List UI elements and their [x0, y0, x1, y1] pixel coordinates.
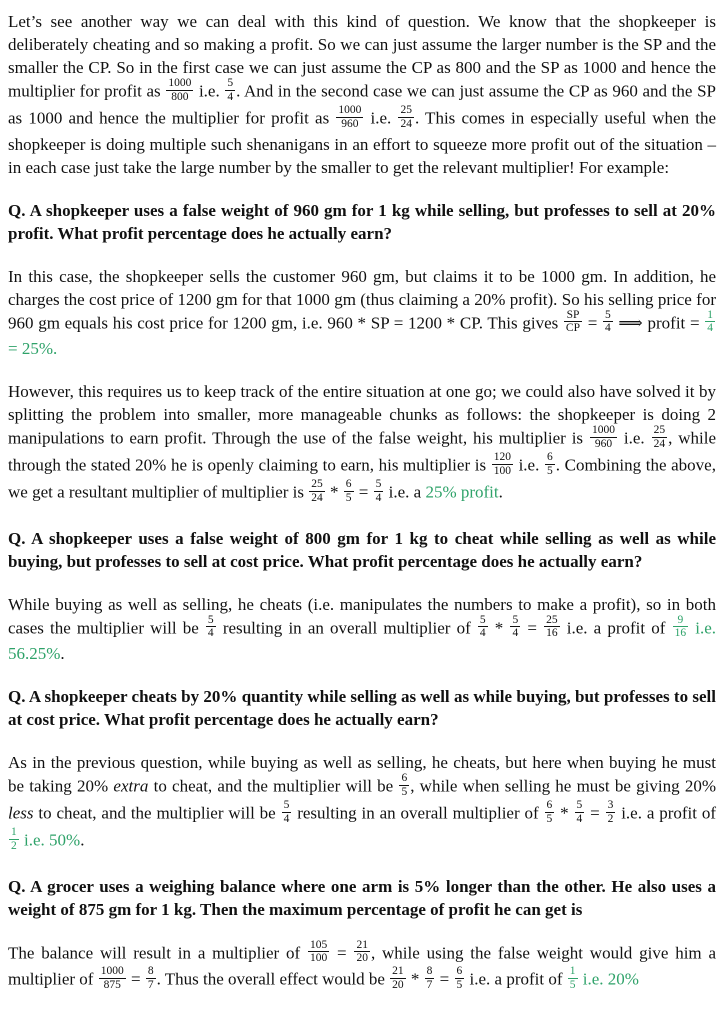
fraction-denominator: 2	[607, 812, 614, 825]
paragraph	[8, 751, 716, 854]
fraction	[455, 965, 465, 992]
fraction-denominator: 4	[707, 322, 713, 335]
fraction-denominator: 100	[493, 464, 511, 477]
fraction	[344, 478, 354, 505]
text-run: Q. A shopkeeper uses a false weight of 800 gm for 1 kg to cheat while selling as well as while buying, but professes to sell at cost price. What profit percentage does he actually earn?	[8, 528, 716, 571]
fraction-numerator: 5	[227, 77, 234, 89]
question-heading	[8, 199, 716, 245]
fraction-numerator: 5	[283, 799, 290, 811]
fraction-denominator: 875	[99, 978, 126, 992]
text-run: Q. A shopkeeper cheats by 20% quantity while selling as well as while buying, but professes to sell at cost price. What profit percentage does he actually earn?	[8, 687, 716, 730]
fraction	[399, 772, 409, 799]
fraction	[606, 799, 616, 826]
fraction	[544, 614, 560, 641]
fraction-denominator: CP	[565, 322, 580, 335]
text-run: =	[354, 482, 373, 502]
content-area	[8, 10, 716, 994]
fraction-numerator: 1	[569, 965, 576, 978]
fraction-numerator: SP	[566, 308, 580, 321]
text-run: As in the previous question, while buying as well as selling, he cheats, but here when buying he must be taking 20%	[8, 753, 716, 796]
text-run: 25% profit	[425, 482, 499, 502]
fraction-denominator: 5	[569, 979, 576, 992]
fraction-numerator: 25	[653, 424, 666, 437]
fraction-denominator: 4	[283, 812, 290, 825]
fraction-denominator: 5	[546, 812, 553, 825]
text-run: In this case, the shopkeeper sells the customer 960 gm, but claims it to be 1000 gm. In addition, he charges the cost price of 1200 gm for that 1000 gm (thus claiming a 20% profit). So his selling price for 960 gm equals his cost price for 1200 gm, i.e. 960 * SP = 1200 * CP. This gives	[8, 266, 716, 332]
fraction-denominator: 24	[311, 491, 323, 504]
fraction	[282, 799, 292, 826]
fraction	[575, 799, 585, 826]
fraction-denominator: 800	[166, 90, 193, 104]
fraction	[652, 424, 668, 451]
text-run: .	[80, 830, 85, 850]
text-run: i.e.	[194, 81, 225, 101]
fraction-numerator: 25	[311, 477, 323, 490]
fraction	[603, 309, 613, 336]
text-run: Q. A grocer uses a weighing balance where one arm is 5% longer than the other. He also uses a weight of 875 gm for 1 kg. Then the maximum percentage of profit he can get is	[8, 876, 716, 919]
fraction-denominator: 20	[392, 979, 404, 992]
text-run: =	[330, 942, 354, 962]
text-run: resulting in an overall multiplier of	[216, 617, 477, 637]
text-run: extra	[113, 776, 149, 796]
fraction-numerator: 105	[310, 938, 328, 951]
text-run: i.e. a profit of	[616, 803, 717, 823]
fraction-numerator: 5	[576, 799, 583, 811]
fraction-denominator: 960	[336, 117, 363, 131]
fraction	[309, 478, 325, 505]
paragraph	[8, 265, 716, 361]
fraction-numerator: 5	[512, 613, 519, 626]
text-run: =	[583, 312, 602, 332]
fraction-numerator: 120	[493, 451, 511, 463]
fraction	[146, 965, 156, 992]
fraction	[590, 424, 617, 451]
fraction	[308, 939, 329, 966]
question-heading	[8, 685, 716, 731]
fraction-denominator: 24	[400, 117, 412, 130]
text-run: *	[488, 617, 510, 637]
fraction-denominator: 7	[147, 979, 154, 992]
paragraph	[8, 10, 716, 179]
fraction	[398, 104, 414, 131]
text-run: . This comes in especially useful when the shopkeeper is doing multiple such shenanigans in an effort to squeeze more profit out of the situation – in each case just take the large number by the smaller to get the relevant multiplier! For example:	[8, 108, 716, 177]
text-run: i.e. a	[384, 482, 426, 502]
text-run: While buying as well as selling, he cheats (i.e. manipulates the numbers to make a profit), so in both cases the multiplier will be	[8, 594, 716, 637]
fraction-numerator: 25	[546, 613, 558, 626]
text-run: . Thus the overall effect would be	[156, 969, 390, 989]
fraction-numerator: 1	[11, 825, 17, 838]
fraction	[705, 309, 715, 336]
fraction-denominator: 20	[356, 952, 368, 965]
text-run: =	[435, 969, 454, 989]
text-run: i.e. a profit of	[560, 617, 672, 637]
fraction-numerator: 25	[400, 103, 412, 116]
text-run: . Combining the above, we get a resultant multiplier of multiplier is	[8, 455, 716, 502]
text-run: i.e. 50%	[19, 830, 81, 850]
fraction	[390, 965, 406, 992]
fraction-denominator: 24	[653, 438, 666, 451]
fraction-denominator: 5	[401, 786, 408, 799]
fraction-numerator: 5	[604, 308, 611, 321]
fraction	[336, 104, 363, 131]
fraction	[568, 965, 578, 992]
text-run: i.e. 20%	[578, 969, 639, 989]
fraction	[545, 451, 555, 478]
fraction-denominator: 5	[546, 464, 553, 477]
text-run: to cheat, and the multiplier will be	[148, 776, 399, 796]
text-run: i.e.	[364, 108, 398, 128]
fraction	[510, 614, 520, 641]
text-run: resulting in an overall multiplier of	[292, 803, 544, 823]
fraction	[99, 965, 126, 992]
fraction-denominator: 16	[546, 627, 558, 640]
fraction-denominator: 4	[375, 491, 382, 504]
fraction	[206, 614, 216, 641]
text-run: , while through the stated 20% he is openly claiming to earn, his multiplier is	[8, 428, 716, 475]
text-run: .	[60, 644, 65, 664]
text-run: .	[498, 482, 503, 502]
fraction-denominator: 960	[590, 437, 617, 451]
fraction-numerator: 3	[607, 799, 614, 811]
fraction-numerator: 5	[207, 613, 214, 626]
text-run: i.e. 56.25%	[8, 617, 716, 664]
text-run: *	[555, 803, 574, 823]
fraction-denominator: 16	[674, 627, 687, 640]
fraction-denominator: 4	[576, 812, 583, 825]
text-run: *	[325, 482, 343, 502]
fraction-denominator: 4	[512, 627, 519, 640]
fraction-numerator: 5	[375, 477, 382, 490]
fraction-numerator: 6	[546, 451, 553, 463]
fraction-denominator: 7	[426, 979, 433, 992]
text-run: Q. A shopkeeper uses a false weight of 960 gm for 1 kg while selling, but professes to sell at 20% profit. What profit percentage does he actually earn?	[8, 200, 716, 243]
fraction	[478, 614, 488, 641]
text-run: , while when selling he must be giving 20%	[410, 776, 717, 796]
text-run: The balance will result in a multiplier of	[8, 942, 307, 962]
fraction-numerator: 6	[401, 772, 408, 785]
fraction	[545, 799, 555, 826]
fraction-numerator: 8	[426, 965, 433, 978]
text-run: i.e. a profit of	[465, 969, 567, 989]
fraction-denominator: 4	[207, 627, 214, 640]
fraction-denominator: 2	[11, 839, 17, 852]
fraction-numerator: 21	[392, 965, 404, 978]
text-run: *	[406, 969, 424, 989]
fraction-numerator: 6	[546, 799, 553, 811]
text-run: i.e.	[513, 455, 544, 475]
fraction-numerator: 1000	[338, 103, 362, 116]
fraction	[9, 826, 19, 853]
fraction-denominator: 4	[479, 627, 486, 640]
fraction-denominator: 5	[345, 491, 352, 504]
fraction-denominator: 4	[227, 90, 234, 103]
fraction	[564, 309, 582, 336]
text-run: However, this requires us to keep track of the entire situation at one go; we could also have solved it by splitting the problem into smaller, more manageable chunks as follows: the shopkeeper is doing 2 manipulations to earn profit. Through the use of the false weight, his multiplier is	[8, 382, 716, 448]
fraction-numerator: 1000	[100, 965, 124, 978]
fraction-numerator: 1000	[168, 77, 192, 89]
fraction-numerator: 8	[147, 965, 154, 978]
text-run: to cheat, and the multiplier will be	[33, 803, 281, 823]
text-run: less	[8, 803, 34, 823]
fraction-numerator: 5	[479, 613, 486, 626]
text-run: , while using the false weight would give him a multiplier of	[8, 942, 716, 989]
fraction	[673, 614, 689, 641]
fraction	[374, 478, 384, 505]
text-run: =	[521, 617, 544, 637]
paragraph	[8, 380, 716, 506]
text-run: . And in the second case we can just assume the CP as 960 and the SP as 1000 and hence the multiplier for profit as	[8, 81, 716, 128]
question-heading	[8, 875, 716, 921]
fraction-denominator: 100	[310, 952, 328, 965]
fraction-numerator: 6	[345, 477, 352, 490]
fraction	[492, 451, 513, 478]
text-run: ⟹ profit =	[613, 312, 705, 332]
document-page	[8, 10, 716, 1023]
fraction-numerator: 6	[456, 965, 463, 978]
text-run: Let’s see another way we can deal with this kind of question. We know that the shopkeeper is deliberately cheating and so making a profit. So we can just assume the larger number is the SP and the smaller the CP. So in the first case we can just assume the CP as 800 and the SP as 1000 and hence the multiplier for profit as	[8, 12, 716, 101]
paragraph	[8, 593, 716, 666]
fraction-numerator: 21	[356, 938, 368, 951]
fraction-denominator: 5	[456, 979, 463, 992]
fraction-numerator: 1	[707, 308, 713, 321]
question-heading	[8, 527, 716, 573]
fraction	[225, 77, 235, 104]
fraction	[425, 965, 435, 992]
fraction	[354, 939, 370, 966]
fraction-numerator: 1000	[591, 424, 615, 437]
fraction-denominator: 4	[604, 322, 611, 335]
fraction-numerator: 9	[677, 613, 684, 626]
paragraph	[8, 938, 716, 995]
fraction	[166, 77, 193, 104]
text-run: =	[126, 969, 145, 989]
text-run: i.e.	[617, 428, 651, 448]
text-run: =	[585, 803, 605, 823]
text-run: = 25%.	[8, 339, 58, 359]
